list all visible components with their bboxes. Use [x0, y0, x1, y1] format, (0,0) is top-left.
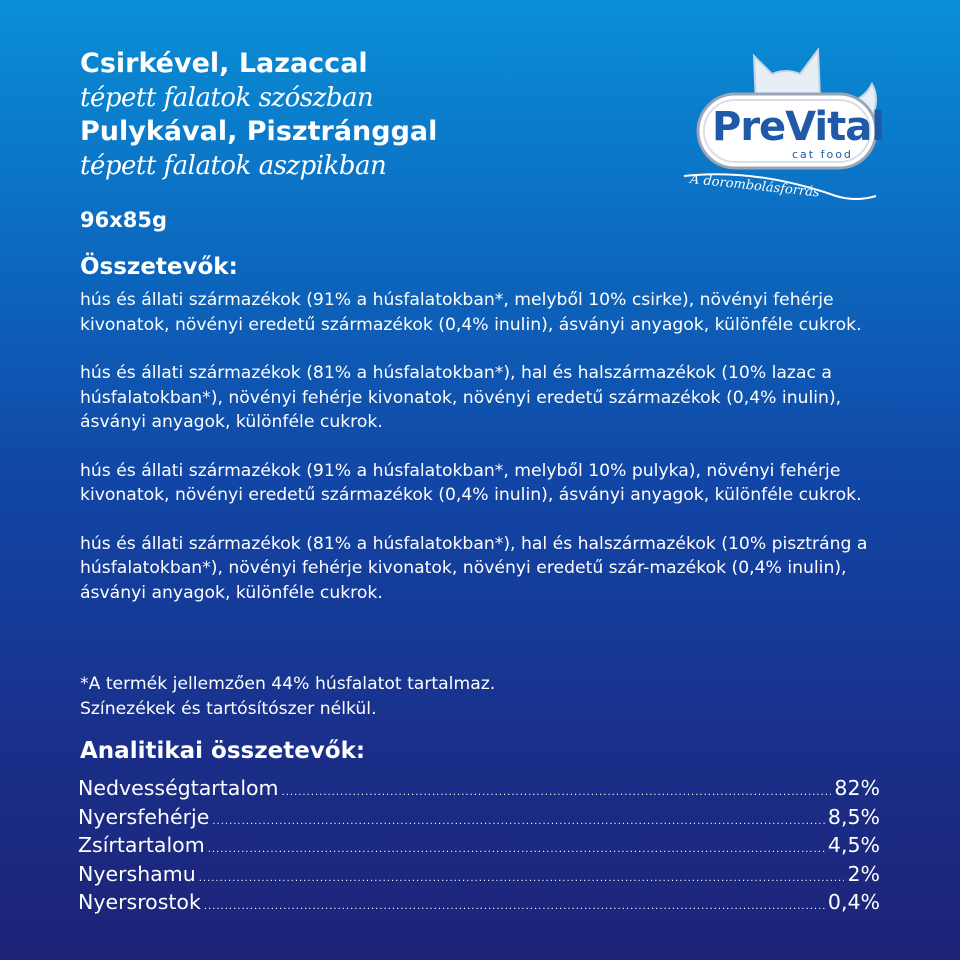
analytics-row	[78, 776, 880, 805]
dot-leader	[204, 901, 825, 912]
additives-note: Színezékek és tartósítószer nélkül.	[80, 698, 377, 719]
meat-content-note: *A termék jellemzően 44% húsfalatot tartalmaz.	[80, 674, 496, 694]
analytics-value: 8,5%	[827, 804, 880, 829]
ingredients-title: Összetevők:	[80, 254, 238, 280]
analytics-title: Analitikai összetevők:	[80, 738, 366, 764]
analytics-row	[78, 890, 880, 919]
analytics-row	[78, 805, 880, 834]
package-weight: 96x85g	[80, 208, 168, 232]
ingredients-paragraph: hús és állati származékok (91% a húsfalatokban*, melyből 10% pulyka), növényi fehérje kivonatok, növényi eredetű származékok (0,4% inulin), ásványi anyagok, különféle cukrok.	[80, 460, 862, 505]
logo-slogan: A dorombolásforrás	[689, 172, 821, 201]
product-subtitle-1: tépett falatok szószban	[80, 83, 374, 113]
dot-leader	[208, 844, 825, 855]
ingredients-paragraph: hús és állati származékok (81% a húsfalatokban*), hal és halszármazékok (10% lazac a húsfalatokban*), növényi fehérje kivonatok, növényi eredetű származékok (0,4% inulin), ásványi anyagok, különféle cukrok.	[80, 363, 842, 432]
ingredients-paragraph: hús és állati származékok (81% a húsfalatokban*), hal és halszármazékok (10% pisztráng a húsfalatokban*), növényi fehérje kivonatok, növényi eredetű szár-mazékok (0,4% inulin), ásványi anyagok, különféle cukrok.	[80, 533, 868, 603]
ingredients-paragraph: hús és állati származékok (91% a húsfalatokban*, melyből 10% csirke), növényi fehérje kivonatok, növényi eredetű származékok (0,4% inulin), ásványi anyagok, különféle cukrok.	[80, 290, 862, 335]
dot-leader	[282, 787, 832, 798]
analytics-label: Nyersrostok	[78, 890, 201, 914]
analytics-label: Nyersfehérje	[78, 804, 210, 829]
ingredients-note	[80, 672, 495, 721]
product-title-1: Csirkével, Lazaccal	[80, 48, 368, 79]
analytics-value: 0,4%	[827, 890, 880, 914]
analytics-row	[78, 862, 880, 891]
product-subtitle-2: tépett falatok aszpikban	[80, 151, 387, 181]
analytics-label: Nedvességtartalom	[78, 776, 279, 800]
analytics-table	[78, 776, 880, 919]
analytics-value: 2%	[847, 861, 880, 886]
analytics-value: 82%	[834, 776, 880, 800]
logo-brand-text: PreVital	[712, 104, 884, 150]
product-title-2: Pulykával, Pisztránggal	[80, 116, 438, 147]
analytics-label: Nyershamu	[78, 861, 196, 886]
dot-leader	[199, 873, 845, 884]
analytics-value: 4,5%	[827, 833, 880, 857]
product-header	[80, 46, 640, 182]
logo-subtext: cat food	[792, 148, 853, 161]
dot-leader	[212, 816, 825, 827]
analytics-label: Zsírtartalom	[78, 833, 205, 857]
ingredients-list	[80, 288, 895, 629]
analytics-row	[78, 833, 880, 862]
